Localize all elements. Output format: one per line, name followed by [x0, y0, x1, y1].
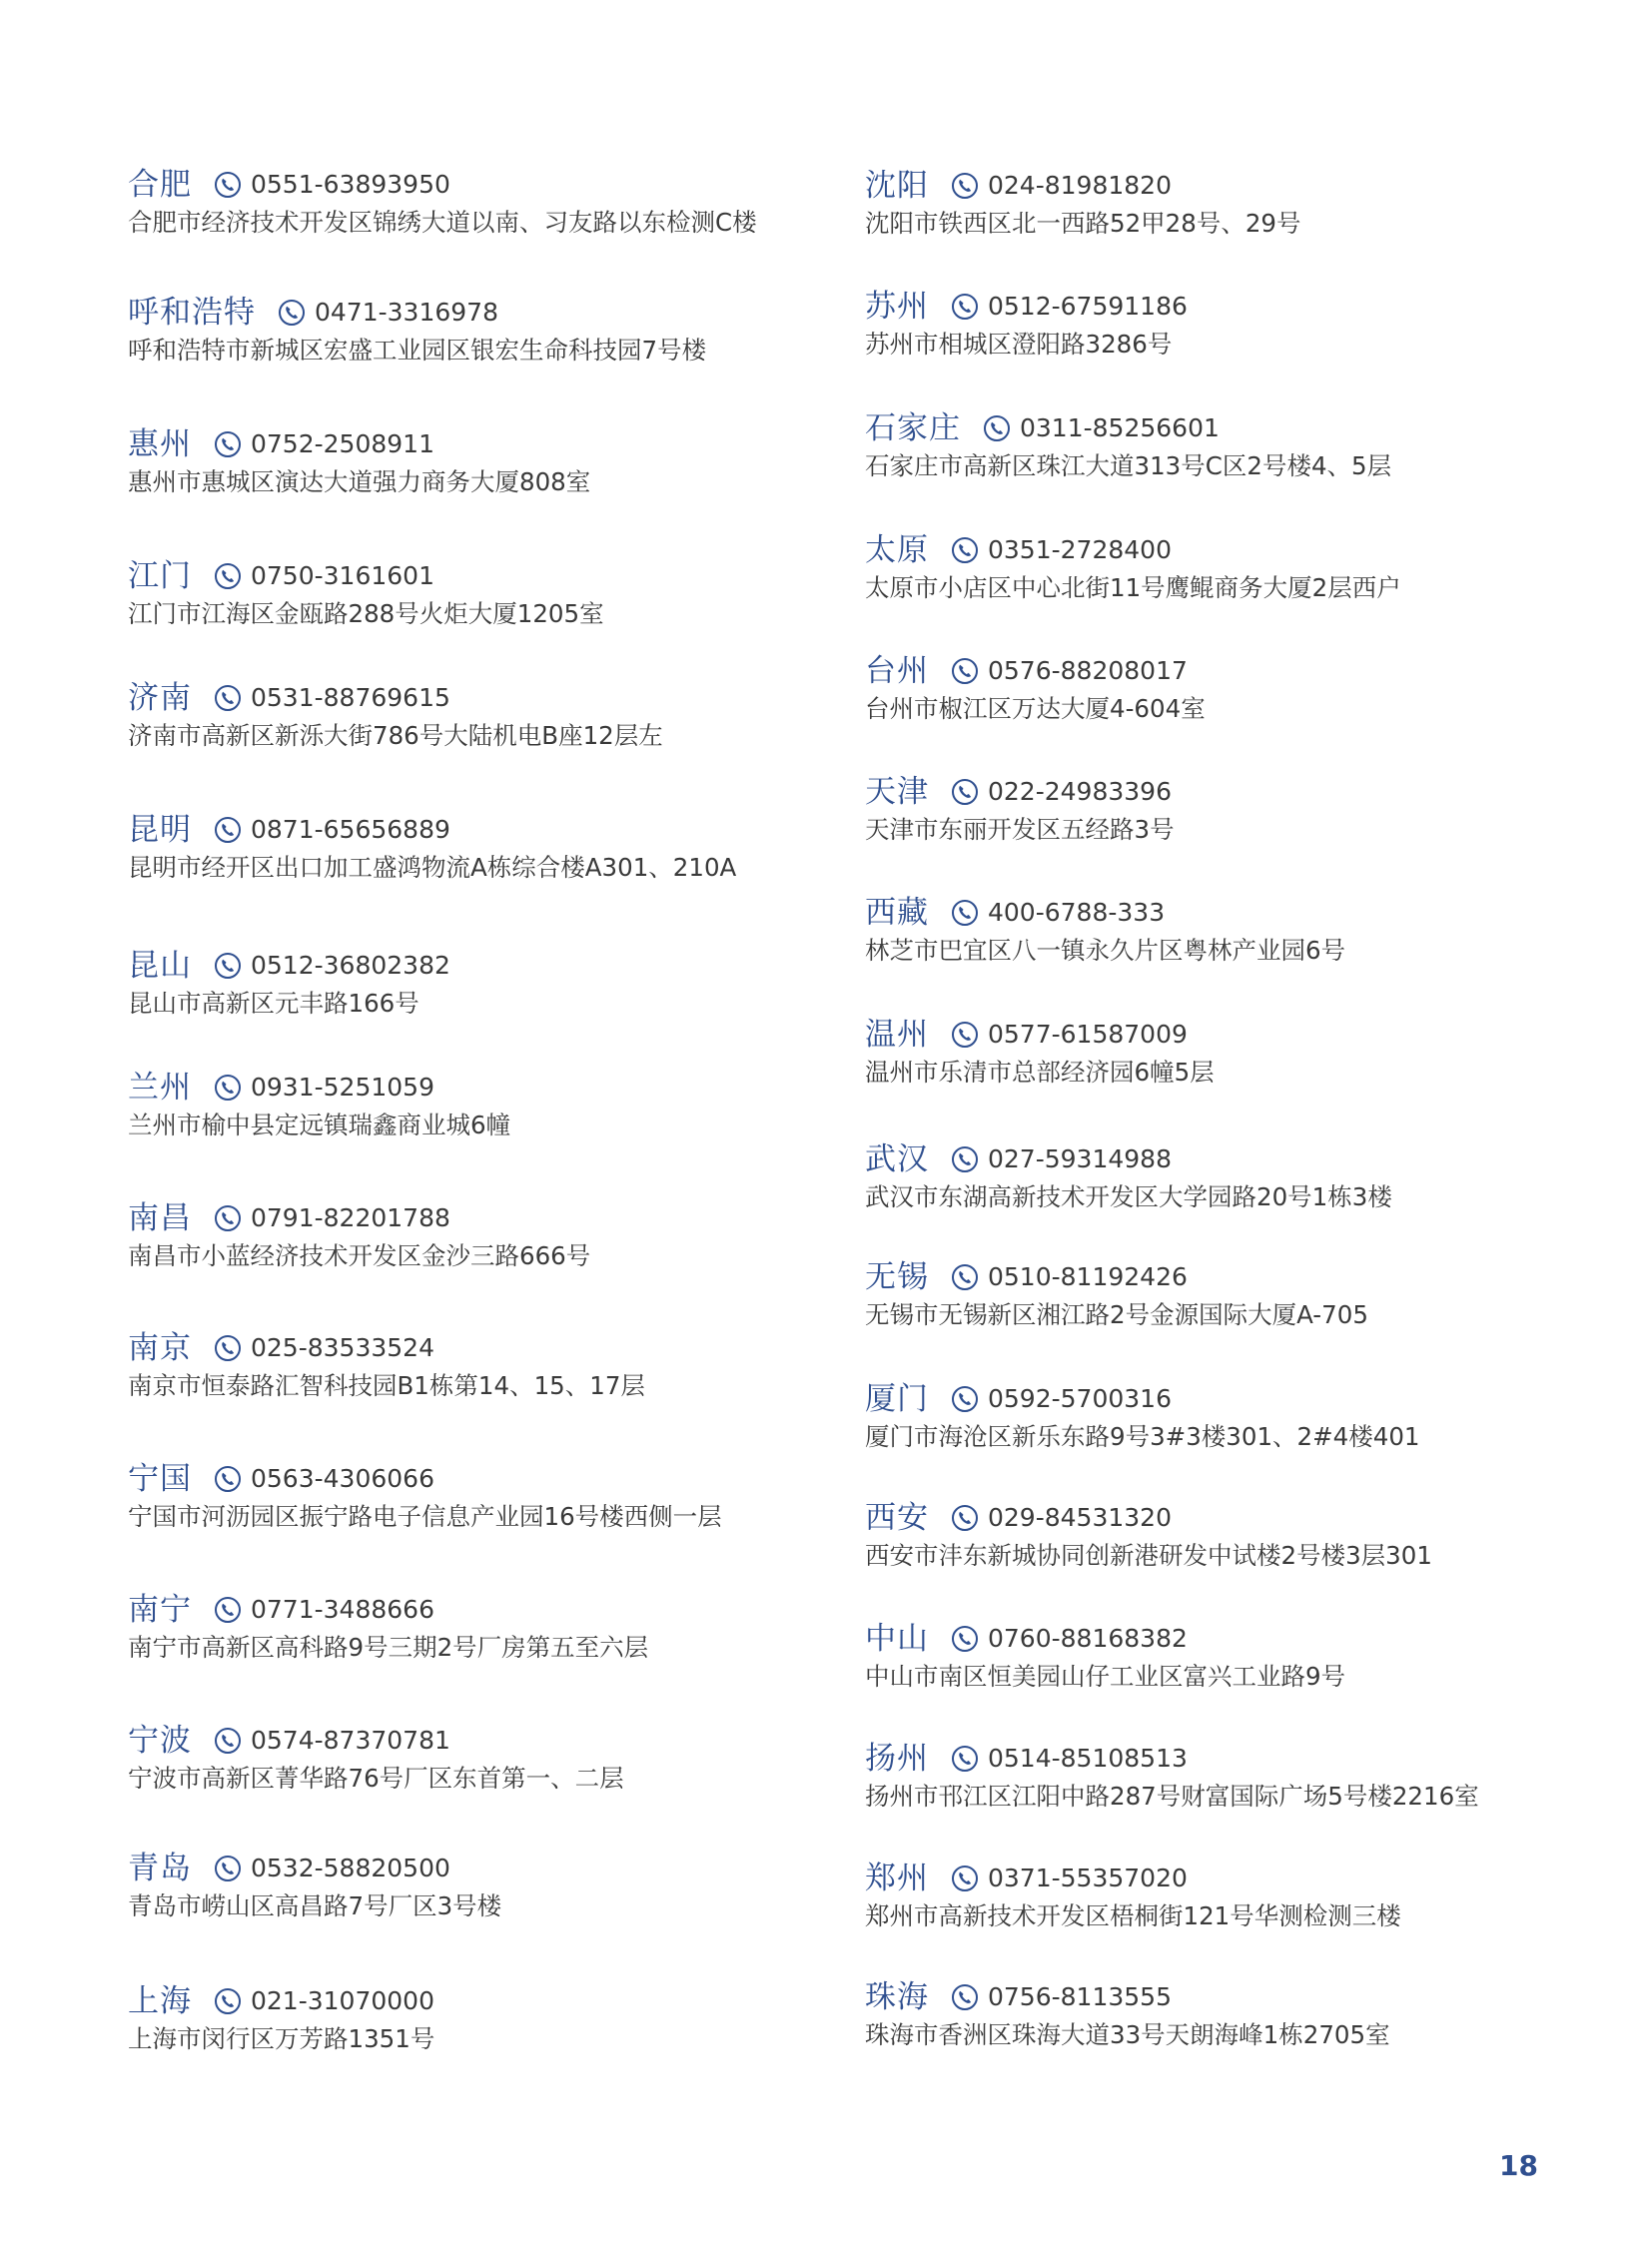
office-header — [128, 1459, 887, 1499]
phone-number: 0750-3161601 — [251, 561, 434, 590]
office-entry — [865, 772, 1624, 846]
phone-icon — [278, 299, 306, 327]
office-entry — [865, 1257, 1624, 1331]
office-address: 台州市椒江区万达大厦4-604室 — [865, 694, 1206, 723]
phone-number: 0510-81192426 — [988, 1262, 1188, 1291]
office-entry — [865, 166, 1624, 240]
office-entry — [128, 1590, 887, 1664]
office-address: 中山市南区恒美园山仔工业区富兴工业路9号 — [865, 1662, 1346, 1691]
page-number: 18 — [1499, 2149, 1538, 2182]
office-address: 南京市恒泰路汇智科技园B1栋第14、15、17层 — [128, 1371, 645, 1400]
office-address: 昆山市高新区元丰路166号 — [128, 989, 419, 1018]
office-entry — [128, 165, 887, 239]
office-address: 宁波市高新区菁华路76号厂区东首第一、二层 — [128, 1764, 624, 1793]
office-header — [865, 772, 1624, 812]
phone-icon — [951, 899, 979, 927]
office-entry — [128, 810, 887, 884]
city-name: 西安 — [865, 1500, 929, 1536]
phone-icon — [951, 172, 979, 200]
office-address: 温州市乐清市总部经济园6幢5层 — [865, 1058, 1215, 1087]
office-address: 惠州市惠城区演达大道强力商务大厦808室 — [128, 467, 591, 496]
office-header — [128, 678, 887, 718]
office-address: 呼和浩特市新城区宏盛工业园区银宏生命科技园7号楼 — [128, 336, 707, 365]
phone-icon — [214, 1596, 242, 1624]
office-entry — [128, 1328, 887, 1402]
phone-icon — [214, 816, 242, 844]
office-address: 武汉市东湖高新技术开发区大学园路20号1栋3楼 — [865, 1182, 1392, 1211]
phone-icon — [214, 1465, 242, 1493]
city-name: 昆明 — [128, 812, 192, 848]
phone-number: 024-81981820 — [988, 171, 1172, 200]
office-address: 石家庄市高新区珠江大道313号C区2号楼4、5层 — [865, 451, 1392, 480]
phone-number: 0512-67591186 — [988, 292, 1188, 321]
city-name: 江门 — [128, 558, 192, 594]
office-entry — [865, 287, 1624, 361]
office-entry — [128, 946, 887, 1020]
city-name: 济南 — [128, 680, 192, 716]
phone-icon — [951, 1504, 979, 1532]
phone-number: 0871-65656889 — [251, 815, 450, 844]
city-name: 温州 — [865, 1017, 929, 1053]
office-address: 林芝市巴宜区八一镇永久片区粤林产业园6号 — [865, 936, 1346, 965]
city-name: 上海 — [128, 1983, 192, 2019]
city-name: 昆山 — [128, 948, 192, 984]
phone-number: 0592-5700316 — [988, 1384, 1172, 1413]
office-entry — [128, 556, 887, 630]
office-header — [128, 1068, 887, 1108]
office-header — [128, 1328, 887, 1368]
phone-icon — [214, 1204, 242, 1232]
city-name: 宁波 — [128, 1723, 192, 1759]
office-address: 厦门市海沧区新乐东路9号3#3楼301、2#4楼401 — [865, 1422, 1420, 1451]
office-address: 太原市小店区中心北街11号鹰鲲商务大厦2层西户 — [865, 573, 1401, 602]
office-entry — [128, 1198, 887, 1272]
office-header — [128, 1849, 887, 1888]
office-address: 宁国市河沥园区振宁路电子信息产业园16号楼西侧一层 — [128, 1502, 722, 1531]
city-name: 厦门 — [865, 1381, 929, 1417]
city-name: 西藏 — [865, 895, 929, 931]
phone-icon — [214, 952, 242, 980]
city-name: 兰州 — [128, 1070, 192, 1106]
phone-icon — [214, 1987, 242, 2015]
office-entry — [865, 1139, 1624, 1213]
city-name: 南京 — [128, 1330, 192, 1366]
city-name: 苏州 — [865, 289, 929, 325]
phone-icon — [214, 684, 242, 712]
city-name: 台州 — [865, 653, 929, 689]
phone-number: 0311-85256601 — [1020, 413, 1220, 442]
phone-icon — [214, 1855, 242, 1882]
phone-icon — [951, 536, 979, 564]
office-header — [865, 530, 1624, 570]
office-header — [865, 893, 1624, 933]
office-header — [865, 1139, 1624, 1179]
office-entry — [128, 1721, 887, 1795]
phone-number: 0771-3488666 — [251, 1595, 434, 1624]
city-name: 石家庄 — [865, 410, 961, 446]
phone-number: 0551-63893950 — [251, 170, 450, 199]
phone-number: 0931-5251059 — [251, 1073, 434, 1102]
office-address: 合肥市经济技术开发区锦绣大道以南、习友路以东检测C楼 — [128, 208, 757, 237]
office-entry — [865, 1619, 1624, 1693]
office-header — [865, 1257, 1624, 1297]
city-name: 珠海 — [865, 1979, 929, 2015]
phone-icon — [214, 1334, 242, 1362]
phone-number: 0531-88769615 — [251, 683, 450, 712]
office-entry — [128, 678, 887, 752]
office-entry — [128, 424, 887, 498]
office-header — [128, 1590, 887, 1630]
office-header — [865, 1379, 1624, 1419]
office-address: 苏州市相城区澄阳路3286号 — [865, 330, 1173, 359]
phone-number: 025-83533524 — [251, 1333, 434, 1362]
city-name: 天津 — [865, 774, 929, 810]
office-entry — [865, 408, 1624, 482]
office-address: 上海市闵行区万芳路1351号 — [128, 2024, 435, 2053]
phone-number: 029-84531320 — [988, 1503, 1172, 1532]
phone-number: 0471-3316978 — [315, 298, 498, 327]
office-header — [128, 1198, 887, 1238]
phone-icon — [951, 1625, 979, 1653]
phone-icon — [951, 657, 979, 685]
phone-icon — [951, 1983, 979, 2011]
phone-icon — [214, 1074, 242, 1102]
phone-icon — [214, 1727, 242, 1755]
phone-number: 021-31070000 — [251, 1986, 434, 2015]
office-address: 江门市江海区金瓯路288号火炬大厦1205室 — [128, 599, 604, 628]
city-name: 惠州 — [128, 426, 192, 462]
office-entry — [128, 293, 887, 367]
office-header — [128, 946, 887, 986]
city-name: 郑州 — [865, 1861, 929, 1896]
office-entry — [865, 893, 1624, 967]
office-header — [128, 293, 887, 333]
phone-number: 0512-36802382 — [251, 951, 450, 980]
office-header — [865, 1498, 1624, 1538]
phone-number: 027-59314988 — [988, 1144, 1172, 1173]
office-address: 西安市沣东新城协同创新港研发中试楼2号楼3层301 — [865, 1541, 1432, 1570]
office-header — [865, 1619, 1624, 1659]
office-header — [865, 1859, 1624, 1898]
phone-number: 0577-61587009 — [988, 1020, 1188, 1049]
office-header — [865, 408, 1624, 448]
office-header — [865, 166, 1624, 206]
office-entry — [128, 1849, 887, 1922]
office-address: 济南市高新区新泺大街786号大陆机电B座12层左 — [128, 721, 663, 750]
city-name: 无锡 — [865, 1259, 929, 1295]
office-address: 郑州市高新技术开发区梧桐街121号华测检测三楼 — [865, 1901, 1401, 1930]
phone-number: 0351-2728400 — [988, 535, 1172, 564]
phone-icon — [951, 293, 979, 321]
phone-number: 0756-8113555 — [988, 1982, 1172, 2011]
office-header — [128, 424, 887, 464]
phone-number: 0371-55357020 — [988, 1864, 1188, 1892]
office-header — [865, 287, 1624, 327]
phone-icon — [214, 562, 242, 590]
city-name: 扬州 — [865, 1741, 929, 1777]
office-entry — [128, 1981, 887, 2055]
office-address: 昆明市经开区出口加工盛鸿物流A栋综合楼A301、210A — [128, 853, 737, 882]
office-entry — [865, 1977, 1624, 2051]
office-header — [865, 1977, 1624, 2017]
office-header — [128, 1721, 887, 1761]
office-address: 南宁市高新区高科路9号三期2号厂房第五至六层 — [128, 1633, 649, 1662]
city-name: 合肥 — [128, 167, 192, 203]
city-name: 南宁 — [128, 1592, 192, 1628]
phone-icon — [951, 1145, 979, 1173]
phone-icon — [951, 778, 979, 806]
office-entry — [865, 1739, 1624, 1813]
phone-number: 0514-85108513 — [988, 1744, 1188, 1773]
phone-number: 400-6788-333 — [988, 898, 1166, 927]
phone-number: 0791-82201788 — [251, 1203, 450, 1232]
office-header — [128, 1981, 887, 2021]
city-name: 中山 — [865, 1621, 929, 1657]
office-header — [128, 165, 887, 205]
phone-icon — [951, 1021, 979, 1049]
phone-icon — [951, 1865, 979, 1892]
office-address: 南昌市小蓝经济技术开发区金沙三路666号 — [128, 1241, 591, 1270]
office-header — [128, 810, 887, 850]
office-header — [865, 1739, 1624, 1779]
office-header — [865, 651, 1624, 691]
office-header — [865, 1015, 1624, 1055]
office-address: 无锡市无锡新区湘江路2号金源国际大厦A-705 — [865, 1300, 1368, 1329]
phone-icon — [951, 1745, 979, 1773]
phone-icon — [951, 1385, 979, 1413]
phone-icon — [951, 1263, 979, 1291]
office-address: 沈阳市铁西区北一西路52甲28号、29号 — [865, 209, 1301, 238]
phone-number: 0574-87370781 — [251, 1726, 450, 1755]
city-name: 沈阳 — [865, 168, 929, 204]
office-header — [128, 556, 887, 596]
phone-icon — [214, 430, 242, 458]
phone-icon — [983, 414, 1011, 442]
office-address: 青岛市崂山区高昌路7号厂区3号楼 — [128, 1891, 502, 1920]
office-entry — [865, 1379, 1624, 1453]
office-entry — [865, 1859, 1624, 1932]
office-entry — [128, 1068, 887, 1141]
phone-number: 0532-58820500 — [251, 1854, 450, 1882]
office-entry — [865, 1498, 1624, 1572]
office-address: 天津市东丽开发区五经路3号 — [865, 815, 1175, 844]
city-name: 武汉 — [865, 1141, 929, 1177]
phone-number: 022-24983396 — [988, 777, 1172, 806]
office-entry — [865, 651, 1624, 725]
office-entry — [865, 530, 1624, 604]
city-name: 太原 — [865, 532, 929, 568]
city-name: 南昌 — [128, 1200, 192, 1236]
office-entry — [865, 1015, 1624, 1089]
phone-number: 0576-88208017 — [988, 656, 1188, 685]
city-name: 宁国 — [128, 1461, 192, 1497]
office-address: 珠海市香洲区珠海大道33号天朗海峰1栋2705室 — [865, 2020, 1390, 2049]
city-name: 呼和浩特 — [128, 295, 256, 331]
office-entry — [128, 1459, 887, 1533]
city-name: 青岛 — [128, 1851, 192, 1886]
office-address: 兰州市榆中县定远镇瑞鑫商业城6幢 — [128, 1111, 511, 1139]
office-address: 扬州市邗江区江阳中路287号财富国际广场5号楼2216室 — [865, 1782, 1479, 1811]
phone-number: 0563-4306066 — [251, 1464, 434, 1493]
phone-number: 0752-2508911 — [251, 429, 434, 458]
phone-number: 0760-88168382 — [988, 1624, 1188, 1653]
phone-icon — [214, 171, 242, 199]
